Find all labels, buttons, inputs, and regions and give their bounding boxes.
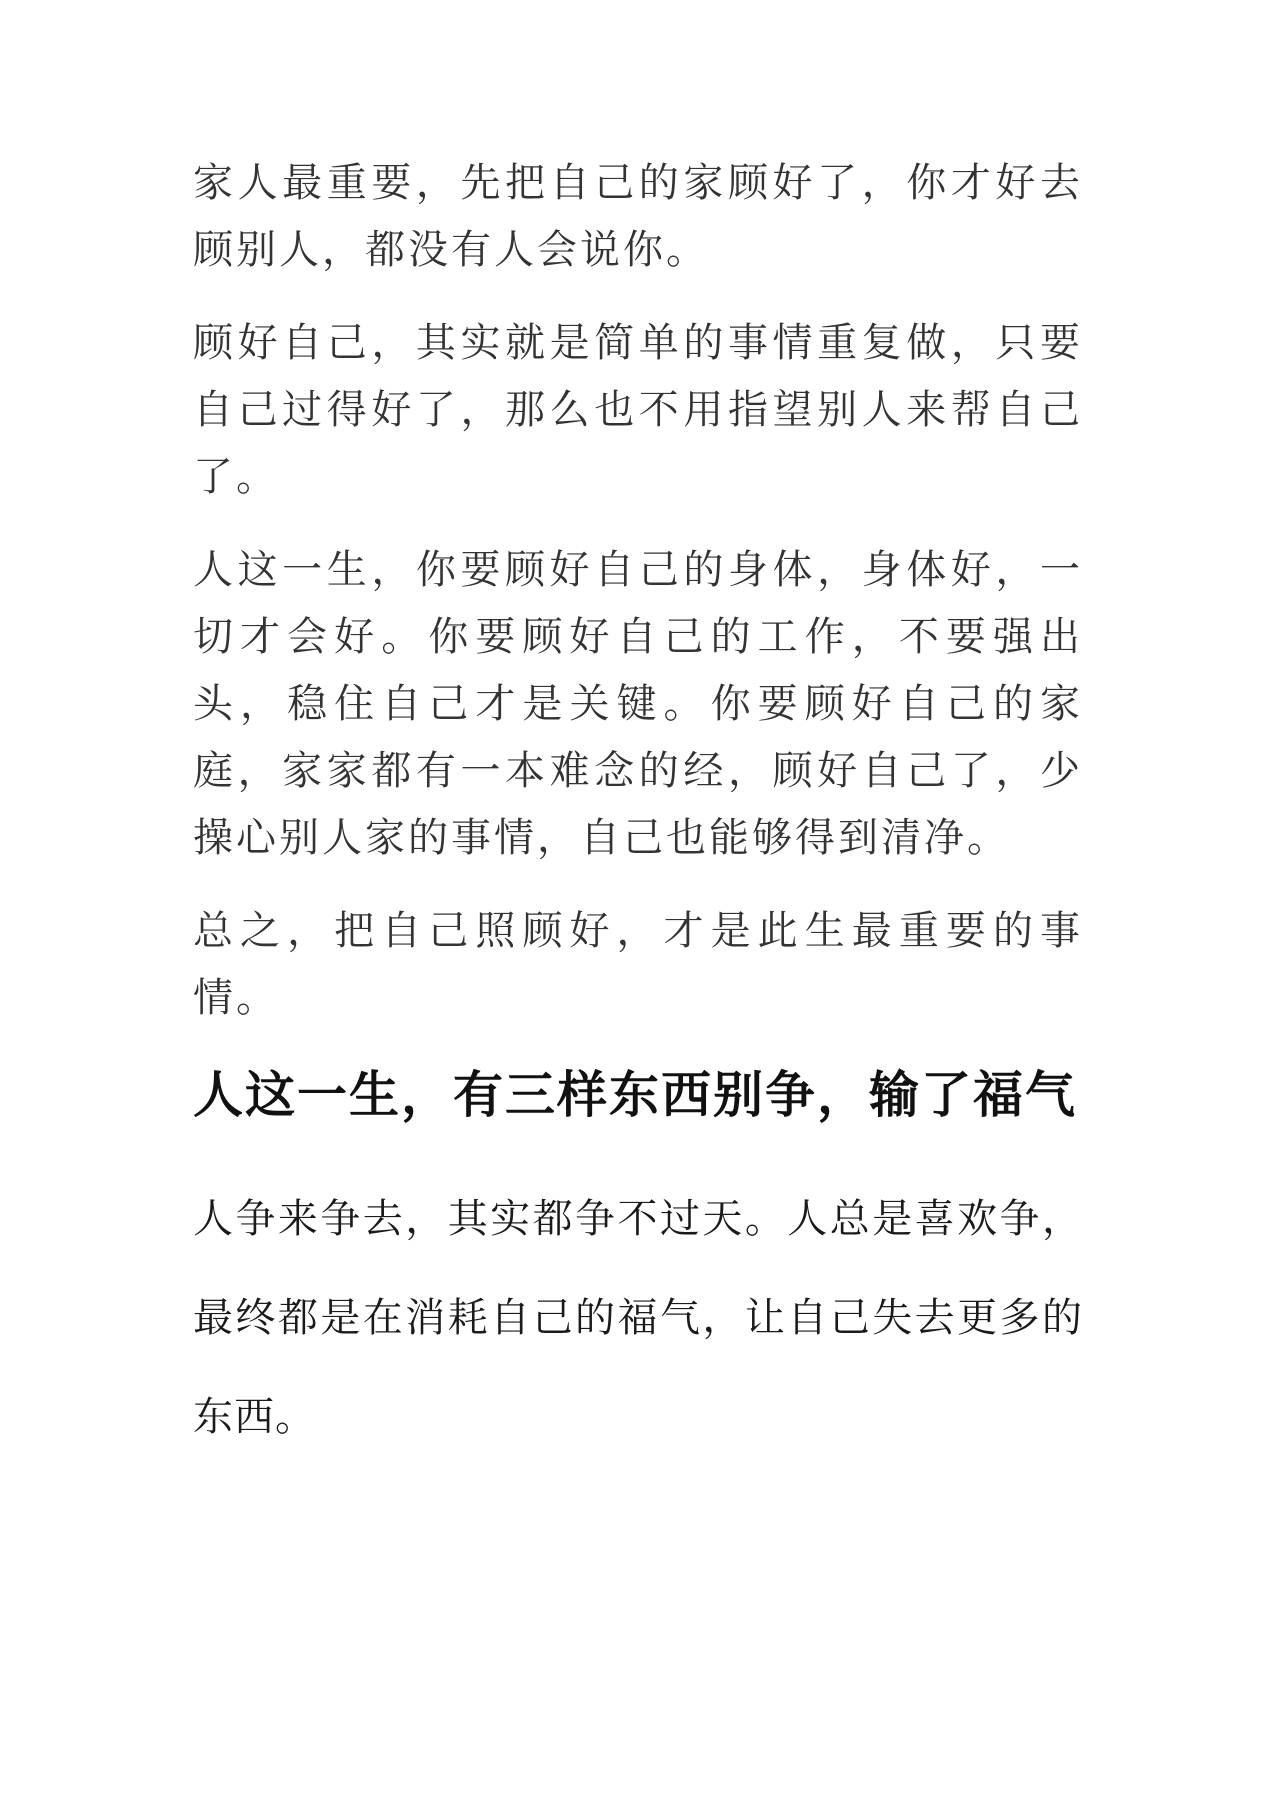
paragraph-conclusion: 总之，把自己照顾好，才是此生最重要的事情。	[193, 908, 1083, 1021]
paragraph-body-work-family: 人这一生，你要顾好自己的身体，身体好，一切才会好。你要顾好自己的工作，不要强出头，稳住自己才是关键。你要顾好自己的家庭，家家都有一本难念的经，顾好自己了，少操心别人家的事情，自己也能够得到清净。	[193, 547, 1083, 861]
section-heading: 人这一生，有三样东西别争，输了福气	[193, 1066, 1077, 1124]
paragraph-family-first: 家人最重要，先把自己的家顾好了，你才好去顾别人，都没有人会说你。	[193, 160, 1083, 273]
paragraph-take-care-of-self: 顾好自己，其实就是简单的事情重复做，只要自己过得好了，那么也不用指望别人来帮自己了。	[193, 320, 1083, 500]
paragraph-dont-compete: 人争来争去，其实都争不过天。人总是喜欢争，最终都是在消耗自己的福气，让自己失去更多的东西。	[193, 1196, 1083, 1440]
article-body	[193, 150, 1083, 1467]
